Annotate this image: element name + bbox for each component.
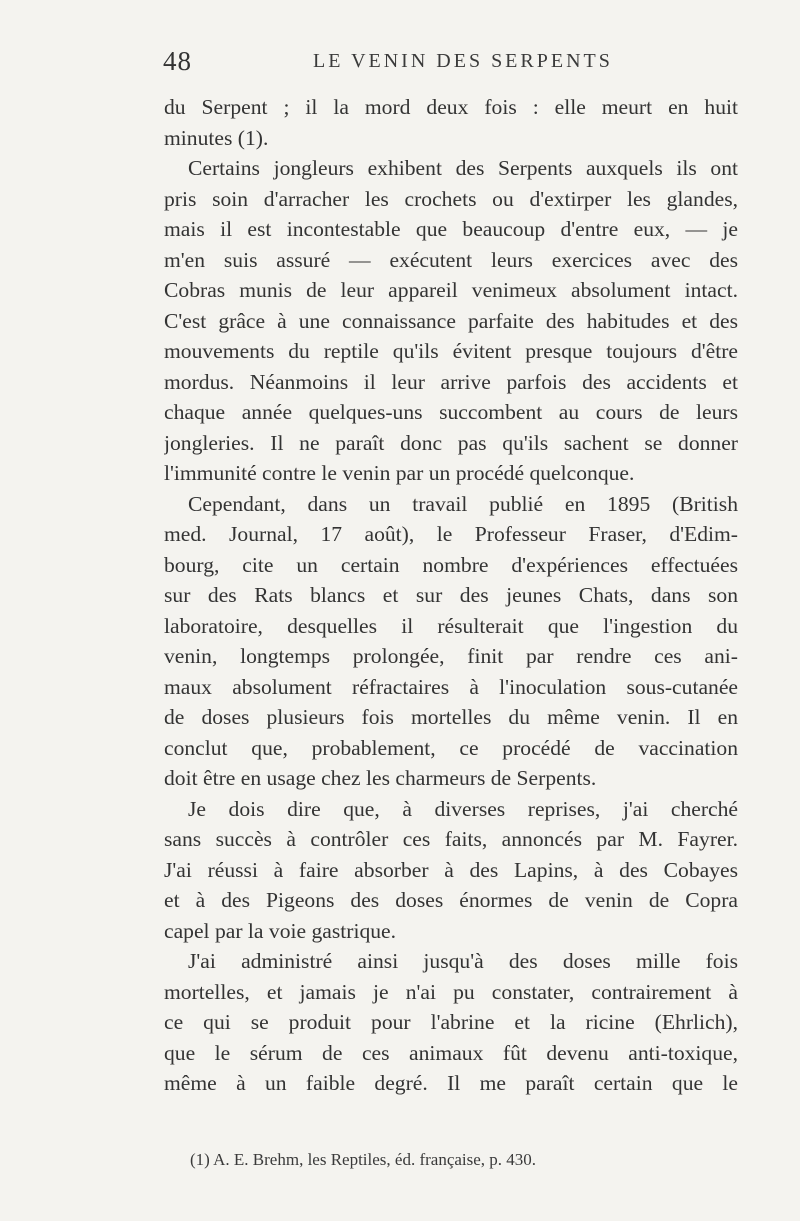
text-line: Je dois dire que, à diverses reprises, j'ai cherché xyxy=(188,796,738,821)
text-line: med. Journal, 17 août), le Professeur Fraser, d'Edim- xyxy=(164,522,738,546)
text-line: pris soin d'arracher les crochets ou d'extirper les glandes, xyxy=(164,186,738,211)
text-line: Cependant, dans un travail publié en 1895 (British xyxy=(188,491,738,516)
text-line: minutes (1). xyxy=(164,125,269,150)
text-line: et à des Pigeons des doses énormes de venin de Copra xyxy=(164,888,738,912)
text-line: mordus. Néanmoins il leur arrive parfois des accidents et xyxy=(164,369,738,394)
text-line: J'ai réussi à faire absorber à des Lapins, à des Cobayes xyxy=(164,857,738,882)
running-title: LE VENIN DES SERPENTS xyxy=(313,50,613,72)
footnote: (1) A. E. Brehm, les Reptiles, éd. française, p. 430. xyxy=(190,1150,537,1169)
page-number: 48 xyxy=(163,46,192,76)
text-line: du Serpent ; il la mord deux fois : elle meurt en huit xyxy=(164,95,738,119)
text-line: venin, longtemps prolongée, finit par rendre ces ani- xyxy=(164,644,738,668)
text-line: bourg, cite un certain nombre d'expériences effectuées xyxy=(164,552,738,577)
text-line: ce qui se produit pour l'abrine et la ricine (Ehrlich), xyxy=(164,1010,738,1034)
text-line: Cobras munis de leur appareil venimeux absolument intact. xyxy=(164,278,738,302)
text-line: laboratoire, desquelles il résulterait que l'ingestion du xyxy=(164,613,738,638)
text-line: mais il est incontestable que beaucoup d'entre eux, — je xyxy=(164,217,738,241)
body-text xyxy=(164,92,738,1099)
text-line: C'est grâce à une connaissance parfaite des habitudes et des xyxy=(164,308,738,333)
text-line: conclut que, probablement, ce procédé de vaccination xyxy=(164,735,738,760)
text-line: même à un faible degré. Il me paraît certain que le xyxy=(164,1071,738,1095)
text-line: J'ai administré ainsi jusqu'à des doses mille fois xyxy=(188,949,738,973)
text-line: l'immunité contre le venin par un procédé quelconque. xyxy=(164,461,635,485)
text-line: mortelles, et jamais je n'ai pu constater, contrairement à xyxy=(164,979,738,1004)
text-line: jongleries. Il ne paraît donc pas qu'ils sachent se donner xyxy=(164,430,738,455)
text-line: sans succès à contrôler ces faits, annoncés par M. Fayrer. xyxy=(164,827,738,851)
text-line: de doses plusieurs fois mortelles du même venin. Il en xyxy=(164,705,738,729)
text-line: mouvements du reptile qu'ils évitent presque toujours d'être xyxy=(164,339,738,363)
text-line: capel par la voie gastrique. xyxy=(164,918,397,943)
text-line: Certains jongleurs exhibent des Serpents auxquels ils ont xyxy=(188,156,738,180)
text-line: sur des Rats blancs et sur des jeunes Chats, dans son xyxy=(164,583,738,607)
text-line: m'en suis assuré — exécutent leurs exercices avec des xyxy=(164,247,738,272)
text-line: doit être en usage chez les charmeurs de Serpents. xyxy=(164,766,597,790)
text-line: que le sérum de ces animaux fût devenu anti-toxique, xyxy=(164,1040,738,1065)
running-head xyxy=(163,46,743,78)
text-line: maux absolument réfractaires à l'inoculation sous-cutanée xyxy=(164,674,738,699)
text-line: chaque année quelques-uns succombent au cours de leurs xyxy=(164,400,738,424)
